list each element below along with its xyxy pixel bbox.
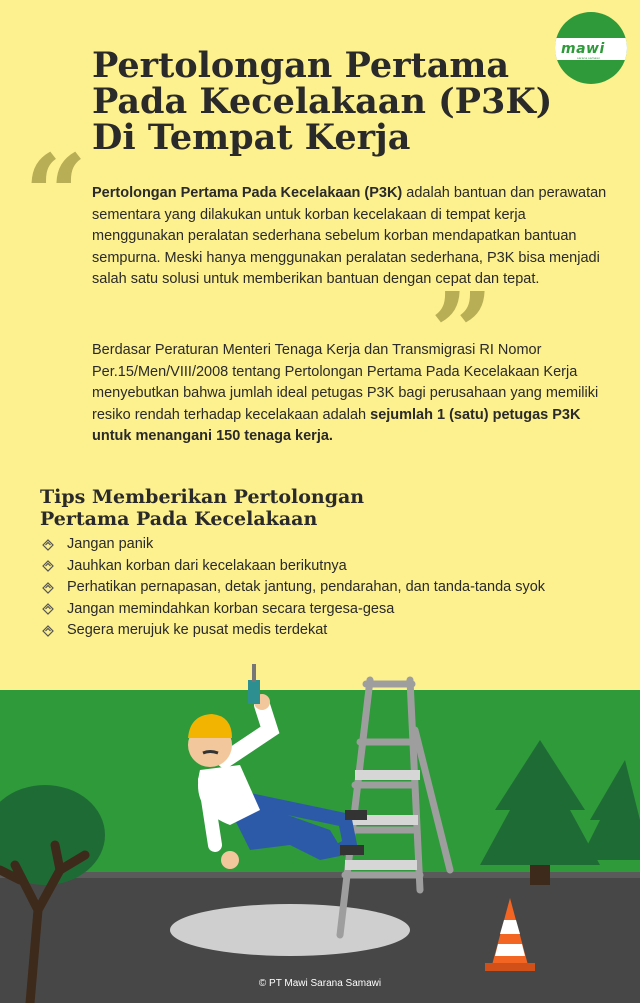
intro-text: adalah bantuan dan perawatan sementara yang dilakukan untuk korban kecelakaan di tempat kerja menggunakan peralatan sederhana sebelum korban mendapatkan bantuan sempurna. Meski hanya menggunakan peralatan sederhana, P3K bisa menjadi salah satu solusi untuk memberikan bantuan dengan cepat dan tepat. bbox=[92, 185, 607, 287]
logo-tagline: sarana samawi bbox=[577, 56, 600, 60]
title-line-3: Di Tempat Kerja bbox=[92, 117, 411, 158]
page-title bbox=[92, 45, 562, 158]
list-item bbox=[42, 577, 545, 599]
ground-shadow-icon bbox=[170, 904, 410, 956]
tips-list bbox=[42, 534, 545, 642]
open-quote-icon: “ bbox=[24, 130, 88, 259]
tip-text: Perhatikan pernapasan, detak jantung, pendarahan, dan tanda-tanda syok bbox=[67, 579, 546, 595]
diamond-bullet-icon bbox=[42, 539, 54, 551]
mawi-logo bbox=[555, 12, 627, 84]
list-item bbox=[42, 599, 545, 621]
tip-text: Segera merujuk ke pusat medis terdekat bbox=[67, 622, 328, 638]
diamond-bullet-icon bbox=[42, 582, 54, 594]
diamond-bullet-icon bbox=[42, 560, 54, 572]
copyright-text: © PT Mawi Sarana Samawi bbox=[258, 978, 382, 989]
diamond-bullet-icon bbox=[42, 603, 54, 615]
title-line-2: Pada Kecelakaan (P3K) bbox=[92, 81, 553, 122]
regulation-text: Berdasar Peraturan Menteri Tenaga Kerja dan Transmigrasi RI Nomor Per.15/Men/VIII/2008 tentang Pertolongan Pertama Pada Kecelakaan Kerja menyebutkan bahwa jumlah ideal petugas P3K bagi perusahaan yang memiliki resiko rendah terhadap kecelakaan adalah bbox=[92, 342, 599, 423]
list-item bbox=[42, 534, 545, 556]
tips-title-line-2: Pertama Pada Kecelakaan bbox=[40, 508, 318, 530]
regulation-paragraph bbox=[92, 340, 612, 448]
intro-bold: Pertolongan Pertama Pada Kecelakaan (P3K) bbox=[92, 185, 403, 201]
logo-text: mawi bbox=[561, 41, 605, 57]
tip-text: Jangan memindahkan korban secara tergesa-gesa bbox=[67, 600, 395, 617]
title-line-1: Pertolongan Pertama bbox=[92, 45, 510, 86]
tips-title-line-1: Tips Memberikan Pertolongan bbox=[40, 486, 365, 508]
diamond-bullet-icon bbox=[42, 625, 54, 637]
tips-title bbox=[40, 486, 364, 530]
tip-text: Jangan panik bbox=[67, 536, 154, 552]
list-item bbox=[42, 556, 545, 578]
intro-paragraph bbox=[92, 183, 612, 291]
regulation-bold: sejumlah 1 (satu) petugas P3K untuk menangani 150 tenaga kerja. bbox=[92, 406, 581, 444]
list-item bbox=[42, 620, 545, 642]
accident-illustration bbox=[0, 650, 640, 1003]
tip-text: Jauhkan korban dari kecelakaan berikutnya bbox=[67, 557, 347, 574]
close-quote-icon: ” bbox=[430, 268, 494, 397]
